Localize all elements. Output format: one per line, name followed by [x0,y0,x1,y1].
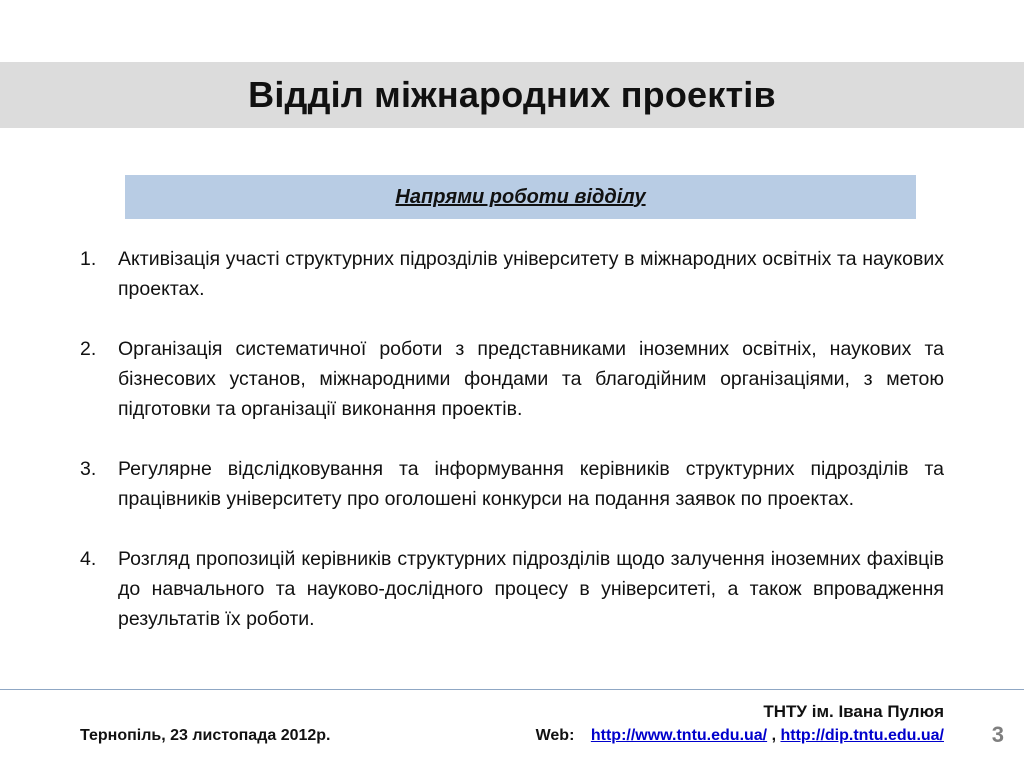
page-title: Відділ міжнародних проектів [248,74,776,115]
list-item-number: 2. [80,338,97,360]
list-item [80,544,944,634]
list-item-text: Регулярне відслідковування та інформування керівників структурних підрозділів та працівників університету про оголошені конкурси на подання заявок по проектах. [118,458,944,510]
footer-web-links [536,727,944,745]
list-item-number: 4. [80,548,97,570]
page-number: 3 [991,722,1004,747]
section-subtitle-box [125,175,916,219]
footer-location-date: Тернопіль, 23 листопада 2012р. [80,727,331,744]
tntu-link[interactable]: http://www.tntu.edu.ua/ [590,727,768,744]
list-item-number: 3. [80,458,97,480]
link-separator: , [771,727,777,744]
list-item-text: Розгляд пропозицій керівників структурних підрозділів щодо залучення іноземних фахівців до навчального та науково-дослідного процесу в університеті, а також впровадження результатів їх роботи. [118,548,944,630]
dip-link[interactable]: http://dip.tntu.edu.ua/ [780,727,944,744]
directions-list [80,244,944,664]
list-item [80,244,944,304]
title-band [0,62,1024,128]
list-item-text: Активізація участі структурних підрозділів університету в міжнародних освітніх та наукових проектах. [118,248,944,300]
section-subtitle: Напрями роботи відділу [395,185,646,208]
list-item-number: 1. [80,248,97,270]
footer-divider [0,689,1024,690]
list-item [80,334,944,424]
list-item-text: Організація систематичної роботи з представниками іноземних освітніх, наукових та бізнесових установ, міжнародними фондами та благодійним організаціями, з метою підготовки та організації виконання проектів. [118,338,944,420]
list-item [80,454,944,514]
footer-organization: ТНТУ ім. Івана Пулюя [763,702,944,721]
web-label: Web: [535,727,575,744]
